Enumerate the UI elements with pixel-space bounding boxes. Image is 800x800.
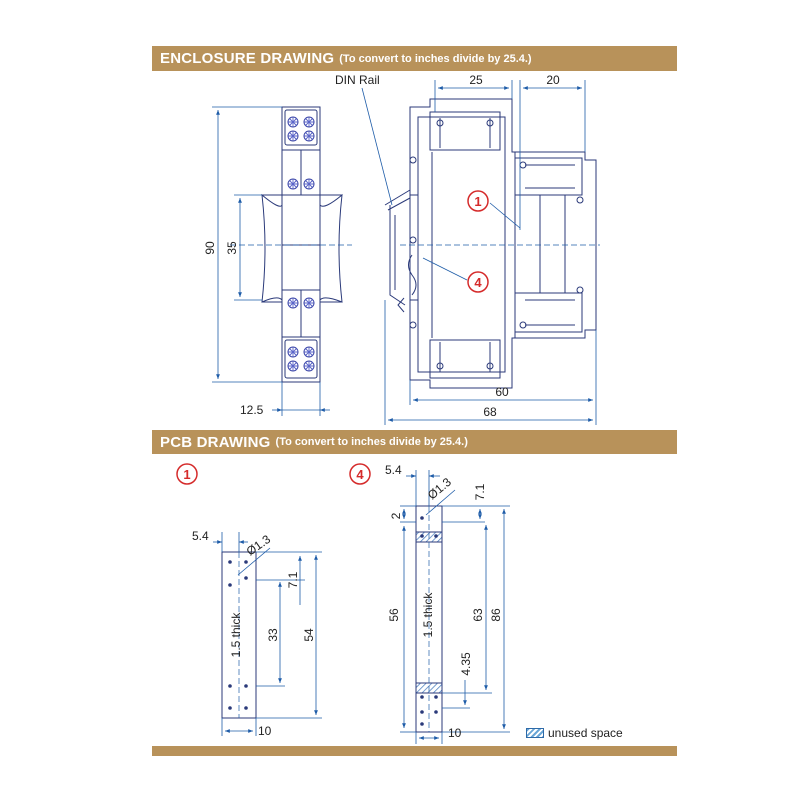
pcb4-thickness: 1.5 thick: [421, 592, 435, 638]
pcb1-dim-33: 33: [266, 628, 280, 642]
enclosure-title: ENCLOSURE DRAWING: [160, 50, 335, 67]
pcb1-dim-7-1: 7.1: [286, 571, 300, 589]
pcb4-hole-dia: Ø1.3: [424, 474, 454, 503]
dim-90: 90: [203, 241, 217, 255]
pcb1-dim-10: 10: [258, 724, 272, 738]
dim-20: 20: [546, 73, 560, 87]
dim-35: 35: [225, 241, 239, 255]
pcb-board-1-callout: [177, 464, 197, 484]
side-dimensions: [362, 80, 600, 425]
pcb-title: PCB DRAWING: [160, 433, 271, 451]
side-view: [385, 99, 596, 388]
pcb-note: (To convert to inches divide by 25.4.): [275, 436, 468, 448]
pcb1-thickness: 1.5 thick: [229, 612, 243, 658]
pcb1-hole-dia: Ø1.3: [243, 532, 274, 559]
unused-space-label: unused space: [548, 726, 623, 740]
pcb-board-4-callout: [350, 464, 370, 484]
front-view: [262, 107, 342, 382]
din-rail-label: DIN Rail: [335, 73, 380, 87]
callout-4: [468, 272, 488, 292]
pcb4-dim-4-35: 4.35: [459, 652, 473, 676]
dim-60: 60: [495, 385, 509, 399]
hatch-swatch-icon: [526, 728, 544, 738]
pcb4-dim-56: 56: [387, 608, 401, 622]
pcb4-dim-10: 10: [448, 726, 462, 740]
dim-68: 68: [483, 405, 497, 419]
callout-4-label: 4: [474, 275, 482, 290]
enclosure-note: (To convert to inches divide by 25.4.): [339, 52, 532, 65]
pcb4-dim-7-1: 7.1: [473, 483, 487, 501]
pcb4-dim-5-4: 5.4: [385, 463, 402, 477]
pcb-board-1-id: 1: [183, 467, 191, 482]
dim-25: 25: [469, 73, 483, 87]
pcb4-dim-86: 86: [489, 608, 503, 622]
unused-space-legend: [526, 726, 623, 740]
pcb4-dim-2: 2: [389, 512, 403, 520]
callout-1-label: 1: [474, 194, 482, 209]
pcb4-dim-63: 63: [471, 608, 485, 622]
dim-12-5: 12.5: [240, 403, 264, 417]
callout-1: [468, 191, 488, 211]
pcb1-dim-54: 54: [302, 628, 316, 642]
pcb-board-4-id: 4: [356, 467, 364, 482]
pcb1-dim-5-4: 5.4: [192, 529, 209, 543]
